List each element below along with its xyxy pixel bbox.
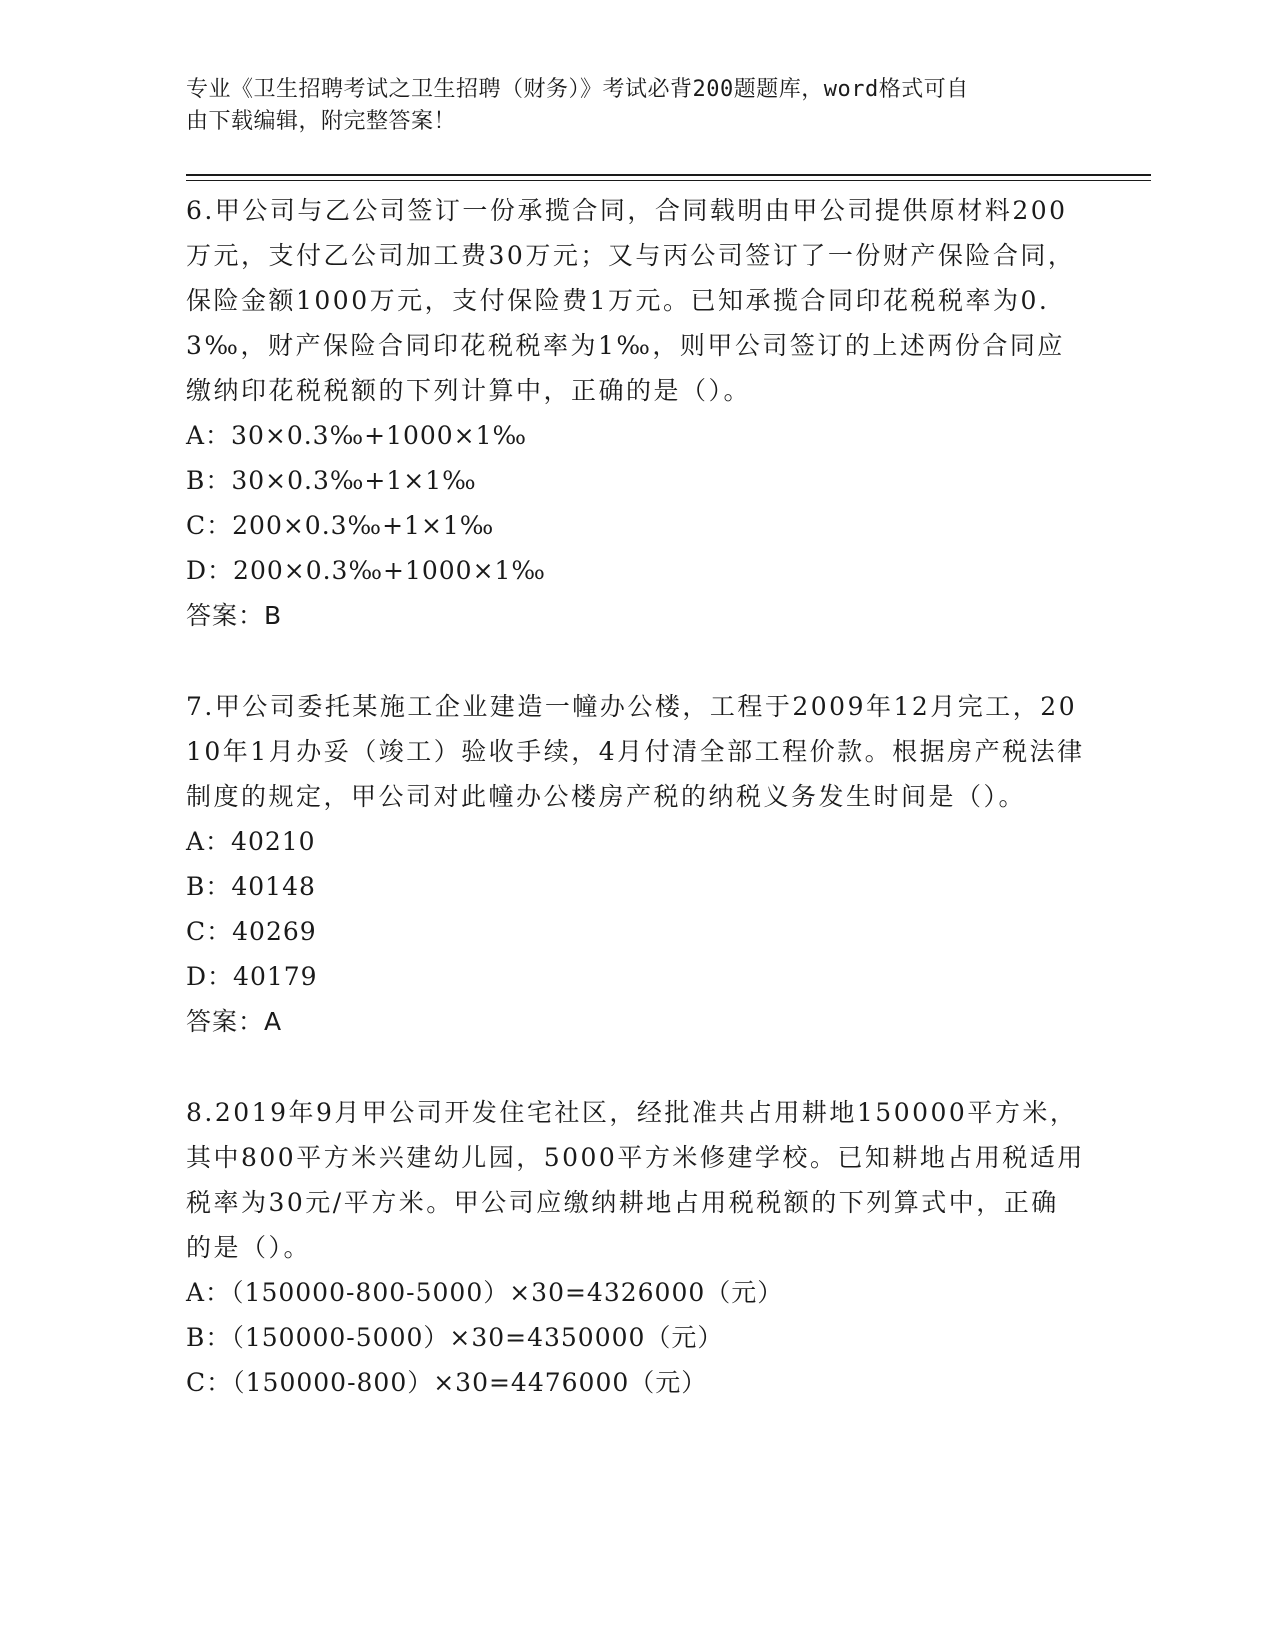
option-b: B：30×0.3‰+1×1‰ bbox=[186, 466, 477, 495]
document-header bbox=[186, 74, 1066, 138]
header-divider-thin bbox=[186, 180, 1151, 181]
question-8 bbox=[186, 1090, 1086, 1405]
answer-label: 答案：B bbox=[186, 601, 283, 630]
question-6 bbox=[186, 188, 1086, 638]
question-spacer bbox=[186, 638, 1086, 684]
option-b: B：（150000-5000）×30=4350000（元） bbox=[186, 1323, 724, 1352]
option-a: A：30×0.3‰+1000×1‰ bbox=[186, 421, 528, 450]
option-c: C：40269 bbox=[186, 917, 317, 946]
question-stem: 6.甲公司与乙公司签订一份承揽合同，合同载明由甲公司提供原材料200万元，支付乙公司加工费30万元；又与丙公司签订了一份财产保险合同，保险金额1000万元，支付保险费1万元。已知承揽合同印花税税率为0.3‰，财产保险合同印花税税率为1‰，则甲公司签订的上述两份合同应缴纳印花税税额的下列计算中，正确的是（）。 bbox=[186, 196, 1076, 405]
option-d: D：200×0.3‰+1000×1‰ bbox=[186, 556, 546, 585]
question-stem: 7.甲公司委托某施工企业建造一幢办公楼，工程于2009年12月完工，2010年1月办妥（竣工）验收手续，4月付清全部工程价款。根据房产税法律制度的规定，甲公司对此幢办公楼房产税的纳税义务发生时间是（）。 bbox=[186, 692, 1085, 811]
question-list bbox=[186, 188, 1086, 1405]
option-a: A：（150000-800-5000）×30=4326000（元） bbox=[186, 1278, 784, 1307]
header-title-line-2: 由下载编辑，附完整答案！ bbox=[186, 109, 457, 134]
question-7 bbox=[186, 684, 1086, 1044]
question-stem: 8.2019年9月甲公司开发住宅社区，经批准共占用耕地150000平方米，其中800平方米兴建幼儿园，5000平方米修建学校。已知耕地占用税适用税率为30元/平方米。甲公司应缴纳耕地占用税税额的下列算式中，正确的是（）。 bbox=[186, 1098, 1085, 1262]
header-divider-thick bbox=[186, 174, 1151, 176]
question-spacer bbox=[186, 1044, 1086, 1090]
header-title-line-1: 专业《卫生招聘考试之卫生招聘（财务）》考试必背200题题库，word格式可自 bbox=[186, 77, 969, 102]
answer-label: 答案：A bbox=[186, 1007, 283, 1036]
option-a: A：40210 bbox=[186, 827, 316, 856]
option-d: D：40179 bbox=[186, 962, 318, 991]
option-c: C：200×0.3‰+1×1‰ bbox=[186, 511, 495, 540]
option-c: C：（150000-800）×30=4476000（元） bbox=[186, 1368, 708, 1397]
option-b: B：40148 bbox=[186, 872, 316, 901]
